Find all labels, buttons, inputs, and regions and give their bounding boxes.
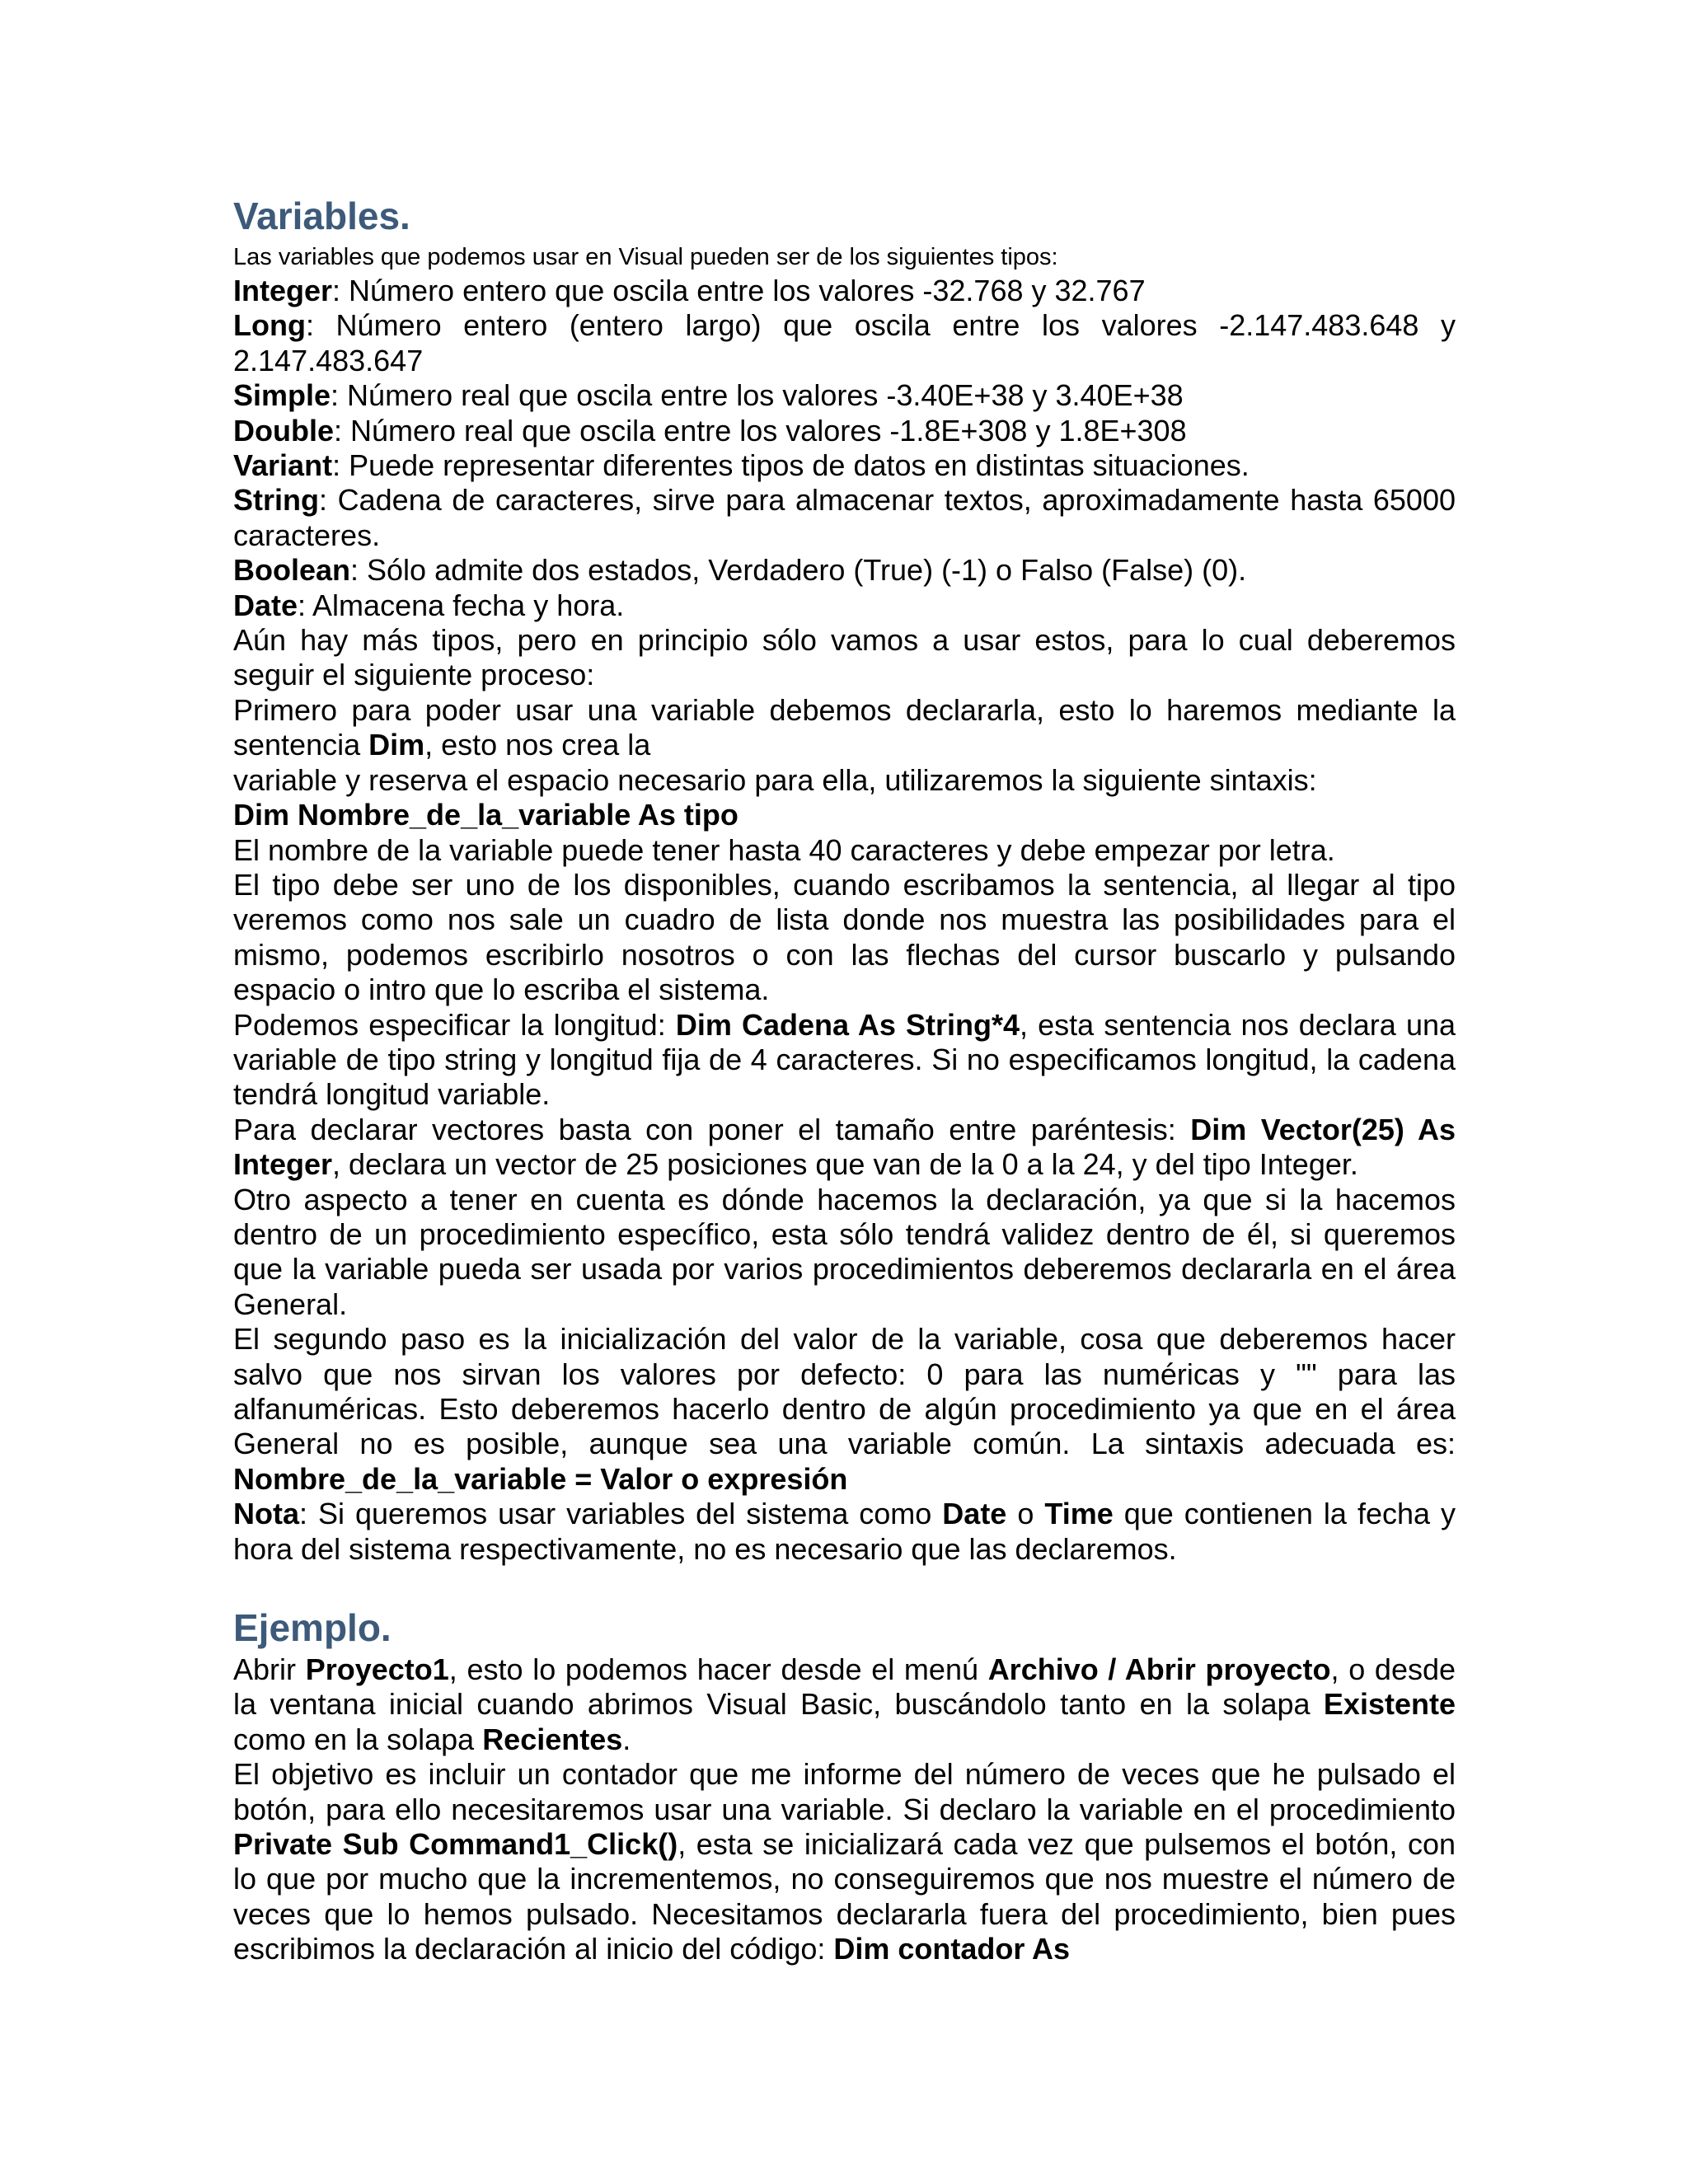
type-desc: : Puede representar diferentes tipos de datos en distintas situaciones. (332, 448, 1250, 483)
paragraph-vector (233, 1113, 1456, 1183)
heading-variables: Variables. (233, 194, 410, 237)
paragraph-goal (233, 1757, 1456, 1966)
text-run: que contienen la fecha y hora del sistema respectivamente, no es necesario que las declaremos. (233, 1497, 1456, 1566)
paragraph-name-rule: El nombre de la variable puede tener hasta 40 caracteres y debe empezar por letra. (233, 832, 1335, 867)
text-run: , esto nos crea la (424, 728, 651, 762)
type-desc: : Número entero (entero largo) que oscila entre los valores -2.147.483.648 y 2.147.483.647 (233, 308, 1456, 377)
paragraph-type-rule: El tipo debe ser uno de los disponibles, cuando escribamos la sentencia, al llegar al tipo veremos como nos sale un cuadro de lista donde nos muestra las posibilidades para el mismo, podemos escribirlo nosotros o con las flechas del cursor buscarlo y pulsando espacio o intro que lo escriba el sistema. (233, 867, 1456, 1007)
paragraph-declare (233, 693, 1456, 763)
paragraph-length (233, 1008, 1456, 1113)
type-variant (233, 448, 1456, 483)
type-date (233, 588, 1456, 623)
paragraph-reserve: variable y reserva el espacio necesario para ella, utilizaremos la siguiente sintaxis: (233, 762, 1317, 797)
type-desc: : Almacena fecha y hora. (298, 588, 625, 622)
code-dim-contador: Dim contador As (833, 1932, 1071, 1966)
text-run: El objetivo es incluir un contador que me informe del número de veces que he pulsado el botón, para ello necesitaremos usar una variable. Si declaro la variable en el procedimiento (233, 1757, 1456, 1826)
text-run: , o desde la ventana inicial cuando abrimos Visual Basic, buscándolo tanto en la solapa (233, 1652, 1456, 1722)
intro-text: Las variables que podemos usar en Visual pueden ser de los siguientes tipos: (233, 244, 1058, 270)
text-run: El segundo paso es la inicialización del valor de la variable, cosa que deberemos hacer salvo que nos sirvan los valores por defecto: 0 para las numéricas y "" para las alfanuméricas. Esto deberemos hacerlo dentro de algún procedimiento ya que en el área General no es posible, aunque sea una variable común. La sintaxis adecuada es: (233, 1322, 1456, 1461)
text-run: . (622, 1722, 631, 1756)
type-boolean (233, 553, 1456, 588)
text-run: , esto lo podemos hacer desde el menú (448, 1652, 988, 1687)
text-run: , declara un vector de 25 posiciones que van de la 0 a la 24, y del tipo Integer. (332, 1147, 1358, 1182)
type-double (233, 414, 1456, 448)
code-procedure: Private Sub Command1_Click() (233, 1827, 678, 1862)
type-term: String (233, 483, 319, 518)
menu-path: Archivo / Abrir proyecto (987, 1652, 1331, 1687)
type-desc: : Número entero que oscila entre los valores -32.768 y 32.767 (332, 274, 1146, 307)
syntax-dim (233, 798, 1456, 832)
type-term: Date (233, 588, 298, 622)
type-term: Variant (233, 448, 333, 483)
tab-recientes: Recientes (482, 1722, 623, 1756)
text-run: , esta se inicializará cada vez que pulsemos el botón, con lo que por mucho que la incrementemos, no conseguiremos que nos muestre el número de veces que lo hemos pulsado. Necesitamos declararla fuera del procedimiento, bien pues escribimos la declaración al inicio del código: (233, 1827, 1456, 1966)
keyword-time: Time (1044, 1497, 1114, 1531)
type-integer (233, 274, 1456, 308)
type-term: Simple (233, 378, 331, 413)
syntax-dim-text: Dim Nombre_de_la_variable As tipo (233, 798, 738, 832)
text-run: como en la solapa (233, 1722, 483, 1756)
text-run: Primero para poder usar una variable debemos declararla, esto lo haremos mediante la sentencia (233, 692, 1456, 762)
paragraph-init (233, 1322, 1456, 1497)
type-desc: : Cadena de caracteres, sirve para almacenar textos, aproximadamente hasta 65000 caracteres. (233, 483, 1456, 552)
text-run: Para declarar vectores basta con poner el tamaño entre paréntesis: (233, 1112, 1191, 1146)
type-term: Integer (233, 274, 333, 307)
text-run: o (1006, 1497, 1045, 1531)
type-term: Double (233, 413, 334, 448)
syntax-assign: Nombre_de_la_variable = Valor o expresión (233, 1461, 848, 1496)
type-term: Long (233, 308, 306, 343)
section-gap (233, 1567, 1456, 1603)
code-string-dim: Dim Cadena As String*4 (675, 1007, 1020, 1042)
type-term: Boolean (233, 553, 351, 588)
text-run: , esta sentencia nos declara una variable de tipo string y longitud fija de 4 caracteres. Si no especificamos longitud, la cadena tendrá longitud variable. (233, 1007, 1456, 1112)
type-string (233, 483, 1456, 553)
type-desc: : Sólo admite dos estados, Verdadero (True) (-1) o Falso (False) (0). (350, 553, 1247, 588)
heading-ejemplo: Ejemplo. (233, 1606, 392, 1650)
text-run: Podemos especificar la longitud: (233, 1007, 676, 1042)
paragraph-note (233, 1497, 1456, 1567)
text-run: : Si queremos usar variables del sistema como (299, 1497, 943, 1531)
code-vector-dim: Dim Vector(25) As Integer (233, 1112, 1456, 1182)
keyword-dim: Dim (368, 728, 425, 762)
type-desc: : Número real que oscila entre los valores -1.8E+308 y 1.8E+308 (334, 413, 1187, 448)
note-label: Nota (233, 1497, 299, 1531)
type-desc: : Número real que oscila entre los valores -3.40E+38 y 3.40E+38 (331, 378, 1184, 413)
paragraph-more-types: Aún hay más tipos, pero en principio sólo vamos a usar estos, para lo cual deberemos seguir el siguiente proceso: (233, 623, 1456, 692)
tab-existente: Existente (1323, 1687, 1456, 1722)
type-long (233, 308, 1456, 378)
project-name: Proyecto1 (305, 1652, 449, 1687)
text-run: Abrir (233, 1652, 306, 1687)
paragraph-open-project (233, 1652, 1456, 1757)
paragraph-scope: Otro aspecto a tener en cuenta es dónde hacemos la declaración, ya que si la hacemos dentro de un procedimiento específico, esta sólo tendrá validez dentro de él, si queremos que la variable pueda ser usada por varios procedimientos deberemos declararla en el área General. (233, 1182, 1456, 1321)
document-page (233, 191, 1456, 1967)
keyword-date: Date (942, 1497, 1007, 1531)
type-simple (233, 378, 1456, 413)
